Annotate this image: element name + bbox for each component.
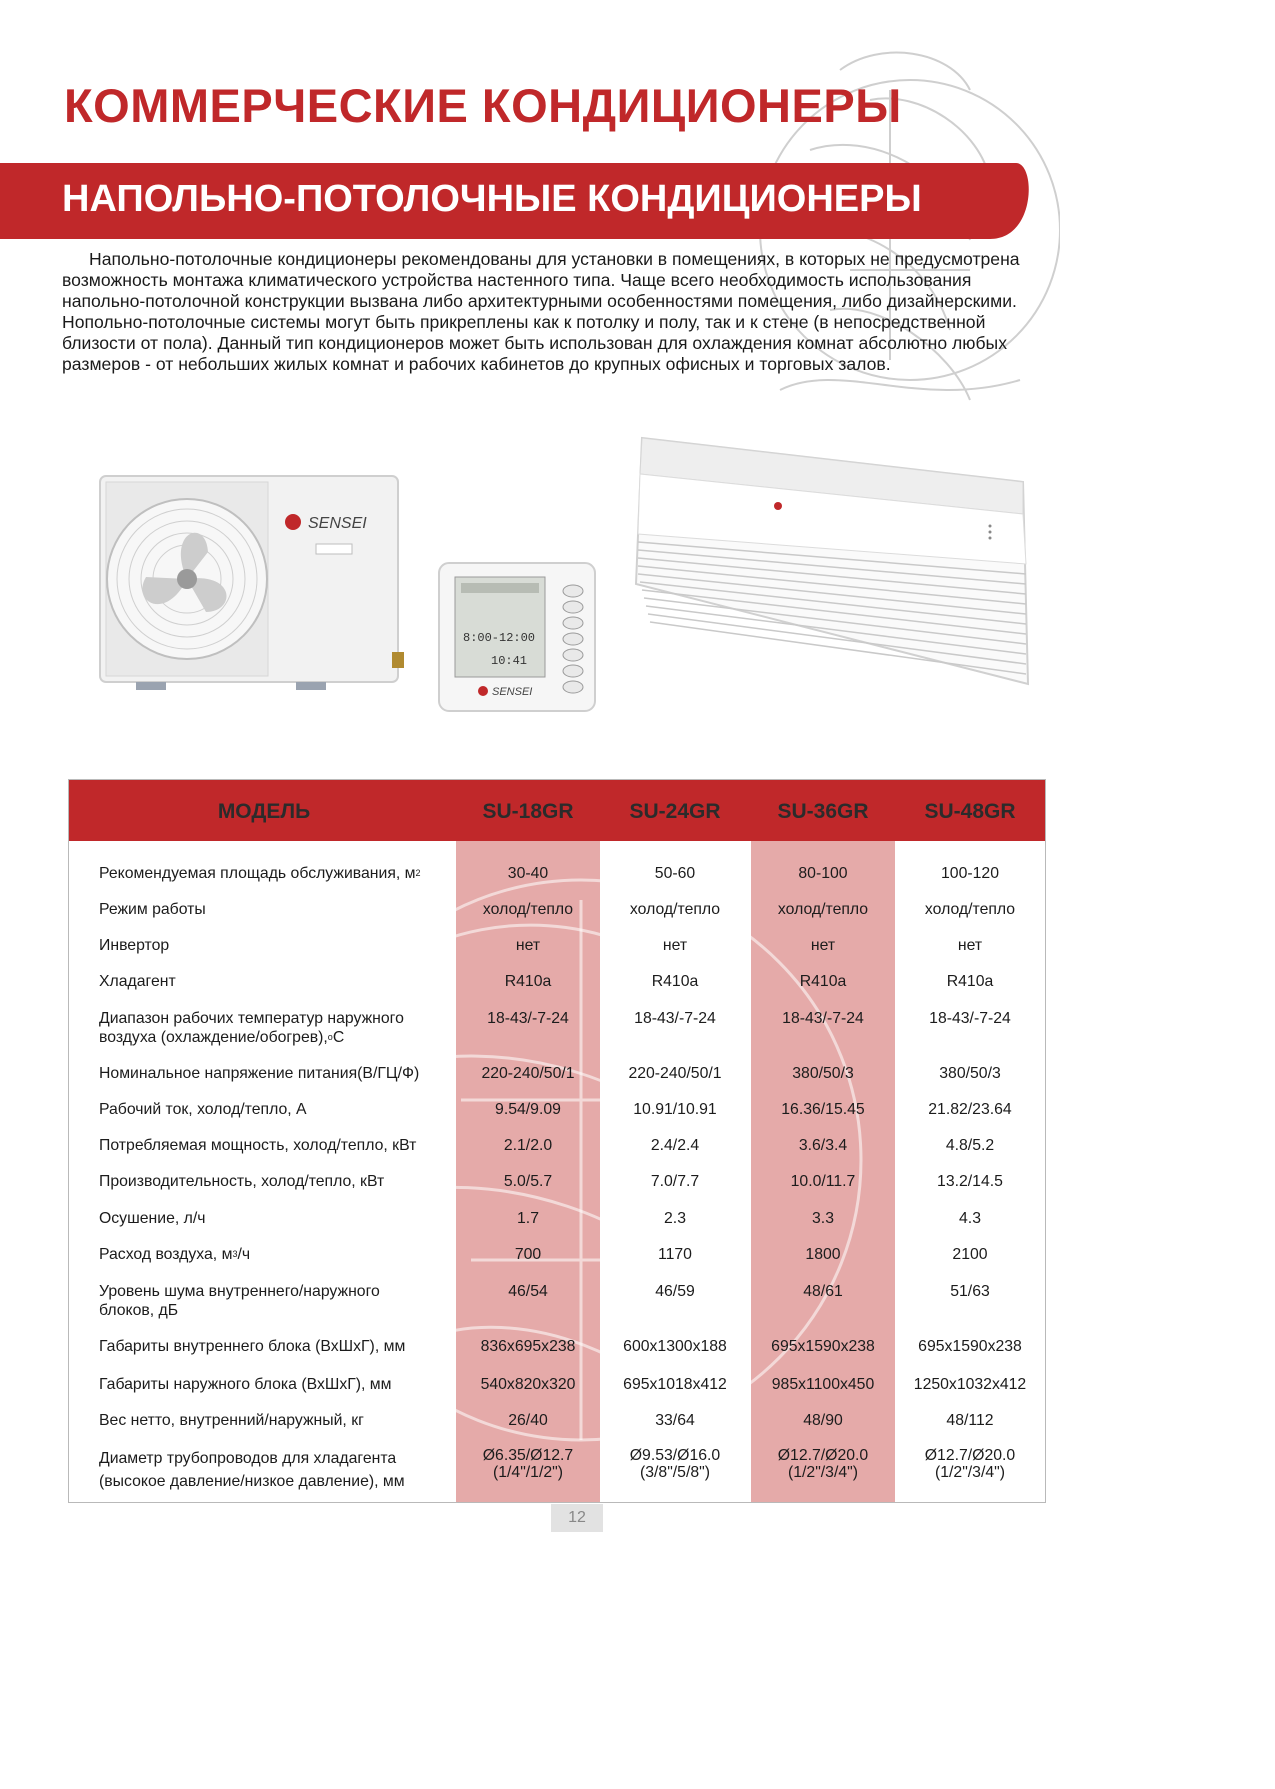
- cell: 48/61: [803, 1283, 843, 1300]
- cell: 100-120: [941, 865, 999, 882]
- header-model-su36: SU-36GR: [777, 800, 869, 823]
- remote-time-display: 8:00-12:00: [463, 631, 536, 645]
- cell: R410a: [946, 973, 994, 990]
- cell: Ø12.7/Ø20.0 (1/2"/3/4"): [777, 1447, 869, 1481]
- sensei-logo-icon: [285, 514, 301, 530]
- cell: нет: [662, 937, 688, 954]
- cell: R410a: [651, 973, 699, 990]
- cell: 30-40: [507, 865, 549, 882]
- brand-label: SENSEI: [308, 515, 367, 532]
- floor-ceiling-unit-image: [628, 434, 1034, 730]
- page-number: 12: [551, 1504, 603, 1532]
- cell: Ø6.35/Ø12.7 (1/4"/1/2"): [482, 1447, 574, 1481]
- header-model-su18: SU-18GR: [482, 800, 574, 823]
- cell: 18-43/-7-24: [929, 1010, 1011, 1027]
- row-label: Рабочий ток, холод/тепло, А: [99, 1101, 307, 1118]
- cell: холод/тепло: [482, 901, 574, 918]
- row-label: Габариты наружного блока (ВхШхГ), мм: [99, 1376, 392, 1393]
- cell: Ø9.53/Ø16.0 (3/8"/5/8"): [629, 1447, 721, 1481]
- cell: 48/90: [803, 1412, 843, 1429]
- row-label: Рекомендуемая площадь обслуживания, $м^2$: [99, 865, 421, 882]
- row-label: Вес нетто, внутренний/наружный, кг: [99, 1412, 364, 1429]
- row-label: Номинальное напряжение питания(В/ГЦ/Ф): [99, 1065, 420, 1082]
- cell: 3.3: [812, 1210, 834, 1227]
- cell: 220-240/50/1: [628, 1065, 722, 1082]
- cell: Ø12.7/Ø20.0 (1/2"/3/4"): [924, 1447, 1016, 1481]
- cell: 220-240/50/1: [481, 1065, 575, 1082]
- cell: 2.3: [664, 1210, 686, 1227]
- row-label: Хладагент: [99, 973, 176, 990]
- cell: холод/тепло: [924, 901, 1016, 918]
- cell: холод/тепло: [629, 901, 721, 918]
- cell: 695x1590x238: [918, 1338, 1022, 1355]
- intro-paragraph: Напольно-потолочные кондиционеры рекомендованы для установки в помещениях, в которых не предусмотрена возможность монтажа климатического устройства настенного типа. Чаще всего необходимость использования напольно-потолочной конструкции вызвана либо архитектурными особенностями помещения, либо дизайнерскими. Нопольно-потолочные системы могут быть прикреплены как к потолку и полу, так и к стене (в непосредственной близости от пола). Данный тип кондиционеров может быть использован для охлаждения комнат абсолютно любых размеров - от небольших жилых комнат и рабочих кабинетов до крупных офисных и торговых залов.: [62, 249, 1020, 374]
- cell: 4.3: [959, 1210, 981, 1227]
- cell: 50-60: [654, 865, 696, 882]
- header-model-su48: SU-48GR: [924, 800, 1016, 823]
- cell: 695x1590x238: [771, 1338, 875, 1355]
- cell: R410a: [799, 973, 847, 990]
- cell: 13.2/14.5: [937, 1173, 1003, 1190]
- specs-table: [68, 779, 1046, 1503]
- cell: 1.7: [517, 1210, 539, 1227]
- cell: 10.0/11.7: [790, 1173, 856, 1190]
- cell: холод/тепло: [777, 901, 869, 918]
- remote-controller-image: [437, 561, 597, 713]
- cell: нет: [810, 937, 836, 954]
- cell: 2100: [952, 1246, 988, 1263]
- cell: 33/64: [655, 1412, 695, 1429]
- remote-clock-display: 10:41: [491, 654, 528, 668]
- cell: 836x695x238: [480, 1338, 576, 1355]
- row-label: Потребляемая мощность, холод/тепло, кВт: [99, 1137, 417, 1154]
- cell: 48/112: [946, 1412, 994, 1429]
- cell: 26/40: [508, 1412, 548, 1429]
- cell: 2.4/2.4: [650, 1137, 700, 1154]
- row-label: Диапазон рабочих температур наружного воздуха (охлаждение/обогрев),$^о$C: [99, 1010, 404, 1046]
- cell: 18-43/-7-24: [782, 1010, 864, 1027]
- page-title: КОММЕРЧЕСКИЕ КОНДИЦИОНЕРЫ: [64, 79, 902, 132]
- row-label: Инвертор: [99, 937, 170, 954]
- row-label: Диаметр трубопроводов для хладагента (высокое давление/низкое давление), мм: [99, 1450, 405, 1490]
- cell: 700: [514, 1246, 542, 1263]
- cell: 10.91/10.91: [633, 1101, 717, 1118]
- cell: 18-43/-7-24: [487, 1010, 569, 1027]
- cell: 540x820x320: [480, 1376, 576, 1393]
- row-label: Режим работы: [99, 901, 206, 918]
- cell: 380/50/3: [792, 1065, 854, 1082]
- cell: 1250x1032x412: [913, 1376, 1027, 1393]
- cell: 18-43/-7-24: [634, 1010, 716, 1027]
- cell: 4.8/5.2: [945, 1137, 995, 1154]
- cell: 380/50/3: [939, 1065, 1001, 1082]
- cell: 600x1300x188: [623, 1338, 727, 1355]
- cell: 985x1100x450: [771, 1376, 875, 1393]
- row-label: Производительность, холод/тепло, кВт: [99, 1173, 385, 1190]
- cell: 7.0/7.7: [650, 1173, 700, 1190]
- header-model-su24: SU-24GR: [629, 800, 721, 823]
- section-subtitle: НАПОЛЬНО-ПОТОЛОЧНЫЕ КОНДИЦИОНЕРЫ: [62, 178, 922, 220]
- cell: 80-100: [798, 865, 848, 882]
- cell: 2.1/2.0: [503, 1137, 553, 1154]
- cell: нет: [515, 937, 541, 954]
- cell: 16.36/15.45: [781, 1101, 865, 1118]
- cell: 695x1018x412: [623, 1376, 727, 1393]
- cell: R410a: [504, 973, 552, 990]
- header-model-label: МОДЕЛЬ: [217, 800, 311, 823]
- cell: 51/63: [950, 1283, 990, 1300]
- cell: 9.54/9.09: [495, 1101, 561, 1118]
- cell: 5.0/5.7: [503, 1173, 553, 1190]
- row-label: Габариты внутреннего блока (ВхШхГ), мм: [99, 1338, 406, 1355]
- cell: 46/54: [508, 1283, 548, 1300]
- remote-brand-label: SENSEI: [492, 686, 533, 698]
- cell: 46/59: [655, 1283, 695, 1300]
- cell: 1170: [658, 1246, 692, 1263]
- row-label: Осушение, л/ч: [99, 1210, 206, 1227]
- cell: нет: [957, 937, 983, 954]
- cell: 3.6/3.4: [798, 1137, 848, 1154]
- row-label: Расход воздуха, $м^3/ч$: [99, 1246, 251, 1263]
- cell: 1800: [805, 1246, 841, 1263]
- outdoor-unit-image: [96, 472, 408, 704]
- cell: 21.82/23.64: [928, 1101, 1012, 1118]
- row-label: Уровень шума внутреннего/наружного блоков, дБ: [99, 1283, 380, 1319]
